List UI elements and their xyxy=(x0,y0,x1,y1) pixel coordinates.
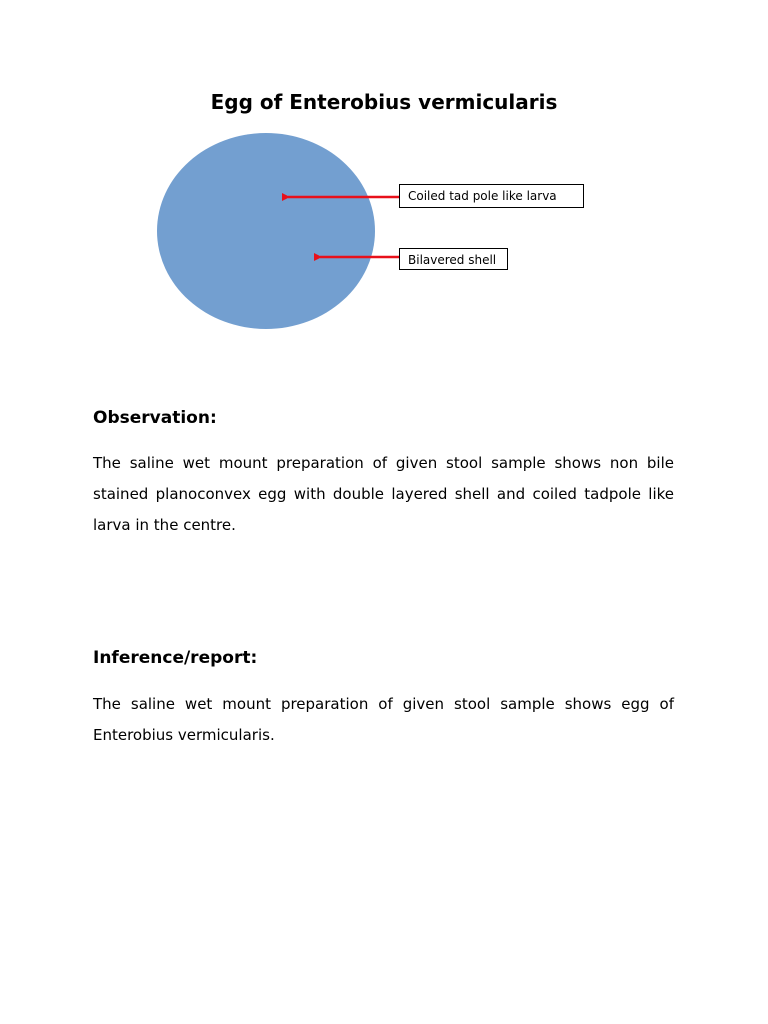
inference-heading: Inference/report: xyxy=(93,648,258,668)
inference-paragraph: The saline wet mount preparation of given stool sample shows egg of Enterobius vermicularis. xyxy=(93,695,674,744)
larva-callout-label: Coiled tad pole like larva xyxy=(399,184,584,208)
egg-diagram xyxy=(0,120,768,340)
observation-heading: Observation: xyxy=(93,408,217,428)
shell-callout-label: Bilavered shell xyxy=(399,248,508,270)
egg-shape xyxy=(157,133,375,329)
observation-paragraph: The saline wet mount preparation of given stool sample shows non bile stained planoconvex egg with double layered shell and coiled tadpole like larva in the centre. xyxy=(93,454,674,534)
page-title: Egg of Enterobius vermicularis xyxy=(210,90,558,114)
